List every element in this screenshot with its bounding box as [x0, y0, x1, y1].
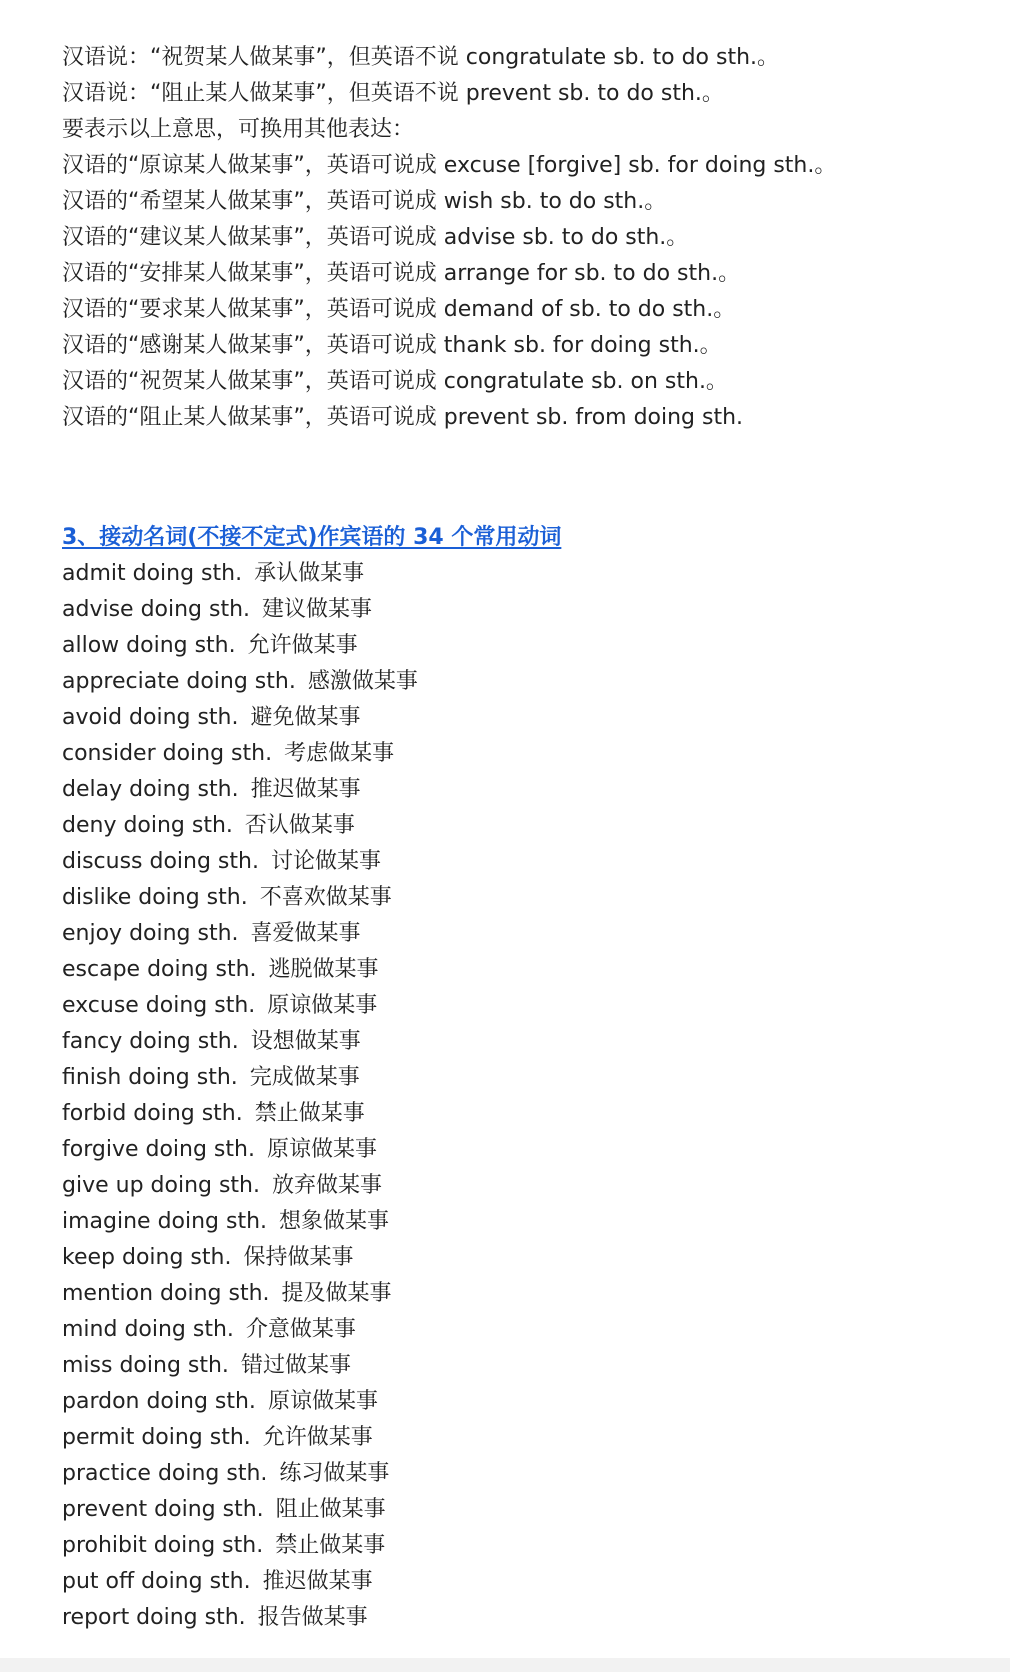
verb-phrase: dislike doing sth.	[62, 885, 248, 910]
verb-list-item	[62, 1204, 962, 1240]
verb-phrase: mind doing sth.	[62, 1317, 234, 1342]
verb-meaning: 错过做某事	[240, 1353, 351, 1378]
verb-phrase: finish doing sth.	[62, 1065, 238, 1090]
verb-list	[62, 556, 962, 1636]
verb-phrase: escape doing sth.	[62, 957, 257, 982]
verb-phrase: allow doing sth.	[62, 633, 236, 658]
verb-meaning: 允许做某事	[262, 1425, 373, 1450]
page-bottom-edge	[0, 1658, 1010, 1672]
note-line: 汉语说：“祝贺某人做某事”，但英语不说 congratulate sb. to do sth.。	[62, 45, 780, 70]
verb-meaning: 感激做某事	[307, 669, 418, 694]
verb-phrase: forbid doing sth.	[62, 1101, 243, 1126]
verb-meaning: 设想做某事	[250, 1029, 361, 1054]
verb-list-item	[62, 1564, 962, 1600]
verb-list-item	[62, 700, 962, 736]
verb-phrase: give up doing sth.	[62, 1173, 260, 1198]
verb-list-item	[62, 1132, 962, 1168]
verb-meaning: 考虑做某事	[284, 741, 395, 766]
section-spacer	[62, 436, 962, 520]
note-line: 汉语的“原谅某人做某事”，英语可说成 excuse [forgive] sb. for doing sth.。	[62, 153, 837, 178]
verb-list-item	[62, 772, 962, 808]
verb-meaning: 阻止做某事	[275, 1497, 386, 1522]
verb-meaning: 保持做某事	[243, 1245, 354, 1270]
section-heading-link[interactable]: 3、接动名词(不接不定式)作宾语的 34 个常用动词	[62, 525, 562, 550]
verb-list-item	[62, 952, 962, 988]
verb-list-item	[62, 1276, 962, 1312]
verb-list-item	[62, 556, 962, 592]
verb-meaning: 原谅做某事	[267, 1389, 378, 1414]
verb-phrase: discuss doing sth.	[62, 849, 259, 874]
verb-meaning: 禁止做某事	[254, 1101, 365, 1126]
verb-list-item	[62, 1600, 962, 1636]
verb-meaning: 避免做某事	[250, 705, 361, 730]
verb-phrase: forgive doing sth.	[62, 1137, 255, 1162]
verb-phrase: report doing sth.	[62, 1605, 246, 1630]
document-page	[62, 40, 962, 1636]
verb-meaning: 禁止做某事	[275, 1533, 386, 1558]
verb-phrase: practice doing sth.	[62, 1461, 268, 1486]
verb-list-item	[62, 1528, 962, 1564]
verb-list-item	[62, 1240, 962, 1276]
verb-meaning: 原谅做某事	[267, 993, 378, 1018]
verb-list-item	[62, 1312, 962, 1348]
verb-meaning: 喜爱做某事	[250, 921, 361, 946]
verb-list-item	[62, 1348, 962, 1384]
verb-phrase: permit doing sth.	[62, 1425, 251, 1450]
verb-phrase: miss doing sth.	[62, 1353, 229, 1378]
verb-phrase: prohibit doing sth.	[62, 1533, 264, 1558]
verb-phrase: fancy doing sth.	[62, 1029, 239, 1054]
verb-phrase: prevent doing sth.	[62, 1497, 264, 1522]
verb-list-item	[62, 1384, 962, 1420]
verb-list-item	[62, 880, 962, 916]
note-line: 要表示以上意思，可换用其他表达：	[62, 117, 415, 142]
notes-block	[62, 40, 962, 436]
verb-list-item	[62, 844, 962, 880]
verb-list-item	[62, 592, 962, 628]
verb-phrase: imagine doing sth.	[62, 1209, 268, 1234]
verb-list-item	[62, 1096, 962, 1132]
note-line: 汉语的“阻止某人做某事”，英语可说成 prevent sb. from doing sth.	[62, 405, 744, 430]
verb-list-item	[62, 1492, 962, 1528]
verb-meaning: 允许做某事	[247, 633, 358, 658]
verb-phrase: mention doing sth.	[62, 1281, 270, 1306]
verb-meaning: 推迟做某事	[262, 1569, 373, 1594]
note-line: 汉语的“希望某人做某事”，英语可说成 wish sb. to do sth.。	[62, 189, 667, 214]
verb-meaning: 否认做某事	[244, 813, 355, 838]
verb-meaning: 讨论做某事	[270, 849, 381, 874]
verb-list-item	[62, 1024, 962, 1060]
verb-meaning: 建议做某事	[262, 597, 373, 622]
verb-list-item	[62, 1456, 962, 1492]
verb-list-item	[62, 664, 962, 700]
verb-meaning: 不喜欢做某事	[259, 885, 392, 910]
verb-phrase: keep doing sth.	[62, 1245, 232, 1270]
verb-meaning: 介意做某事	[245, 1317, 356, 1342]
verb-meaning: 逃脱做某事	[268, 957, 379, 982]
verb-phrase: advise doing sth.	[62, 597, 251, 622]
verb-phrase: pardon doing sth.	[62, 1389, 256, 1414]
verb-meaning: 提及做某事	[281, 1281, 392, 1306]
verb-list-item	[62, 628, 962, 664]
verb-meaning: 完成做某事	[249, 1065, 360, 1090]
verb-meaning: 练习做某事	[279, 1461, 390, 1486]
verb-phrase: put off doing sth.	[62, 1569, 251, 1594]
note-line: 汉语的“感谢某人做某事”，英语可说成 thank sb. for doing sth.。	[62, 333, 722, 358]
verb-list-item	[62, 988, 962, 1024]
verb-phrase: appreciate doing sth.	[62, 669, 296, 694]
verb-phrase: enjoy doing sth.	[62, 921, 239, 946]
verb-list-item	[62, 736, 962, 772]
verb-meaning: 承认做某事	[254, 561, 365, 586]
verb-list-item	[62, 916, 962, 952]
verb-list-item	[62, 1420, 962, 1456]
verb-meaning: 报告做某事	[257, 1605, 368, 1630]
verb-phrase: admit doing sth.	[62, 561, 243, 586]
note-line: 汉语说：“阻止某人做某事”，但英语不说 prevent sb. to do sth.。	[62, 81, 724, 106]
verb-list-item	[62, 808, 962, 844]
note-line: 汉语的“要求某人做某事”，英语可说成 demand of sb. to do sth.。	[62, 297, 736, 322]
verb-phrase: delay doing sth.	[62, 777, 239, 802]
verb-phrase: consider doing sth.	[62, 741, 273, 766]
note-line: 汉语的“建议某人做某事”，英语可说成 advise sb. to do sth.。	[62, 225, 689, 250]
verb-list-item	[62, 1168, 962, 1204]
verb-phrase: excuse doing sth.	[62, 993, 256, 1018]
verb-phrase: avoid doing sth.	[62, 705, 239, 730]
verb-list-item	[62, 1060, 962, 1096]
note-line: 汉语的“安排某人做某事”，英语可说成 arrange for sb. to do sth.。	[62, 261, 741, 286]
verb-meaning: 原谅做某事	[266, 1137, 377, 1162]
verb-meaning: 放弃做某事	[272, 1173, 383, 1198]
verb-phrase: deny doing sth.	[62, 813, 233, 838]
note-line: 汉语的“祝贺某人做某事”，英语可说成 congratulate sb. on sth.。	[62, 369, 728, 394]
verb-meaning: 推迟做某事	[250, 777, 361, 802]
verb-meaning: 想象做某事	[279, 1209, 390, 1234]
